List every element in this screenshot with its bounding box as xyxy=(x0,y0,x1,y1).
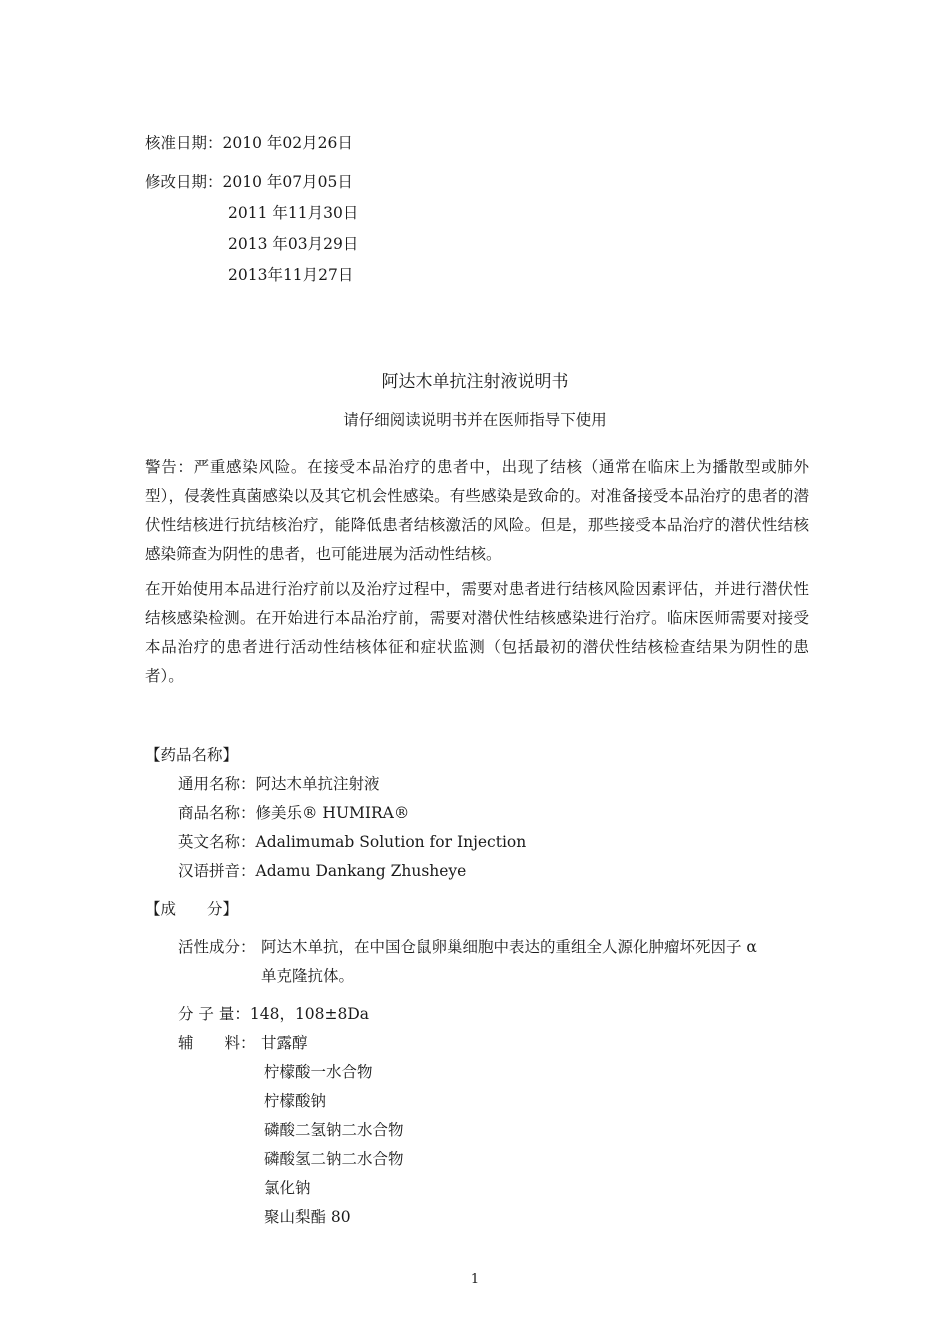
excipient-item: 柠檬酸一水合物 xyxy=(264,1063,373,1081)
excipient-item: 磷酸二氢钠二水合物 xyxy=(264,1121,404,1139)
warning-paragraph: 在开始使用本品进行治疗前以及治疗过程中，需要对患者进行结核风险因素评估，并进行潜伏性结核感染检测。在开始进行本品治疗前，需要对潜伏性结核感染进行治疗。临床医师需要对接受本品治疗的患者进行活动性结核体征和症状监测（包括最初的潜伏性结核检查结果为阴性的患者）。 xyxy=(145,580,809,685)
trade-name: 商品名称：修美乐® HUMIRA® xyxy=(178,804,410,822)
english-name: 英文名称：Adalimumab Solution for Injection xyxy=(178,833,527,851)
document-subtitle: 请仔细阅读说明书并在医师指导下使用 xyxy=(343,411,607,429)
section-heading-composition: 【成 分】 xyxy=(145,900,239,918)
revision-date-line xyxy=(145,172,353,192)
document-title: 阿达木单抗注射液说明书 xyxy=(381,372,569,392)
approval-date-line xyxy=(145,133,353,153)
approval-date-label: 核准日期： xyxy=(145,134,223,152)
active-ingredient-text: 单克隆抗体。 xyxy=(261,967,355,985)
revision-date-value: 2013 年03月29日 xyxy=(228,235,359,253)
approval-date-value: 2010 年02月26日 xyxy=(222,134,353,152)
molecular-weight: 分 子 量：148，108±8Da xyxy=(178,1005,370,1023)
pinyin-name: 汉语拼音：Adamu Dankang Zhusheye xyxy=(178,862,467,880)
generic-name: 通用名称：阿达木单抗注射液 xyxy=(178,775,380,793)
excipient-label: 辅 料： xyxy=(178,1034,256,1052)
excipient-item: 聚山梨酯 80 xyxy=(264,1208,351,1226)
excipient-item: 磷酸氢二钠二水合物 xyxy=(264,1150,404,1168)
revision-date-value: 2011 年11月30日 xyxy=(228,204,359,222)
excipient-item: 甘露醇 xyxy=(261,1034,308,1052)
revision-date-value: 2013年11月27日 xyxy=(228,266,354,284)
active-ingredient-label: 活性成分： xyxy=(178,938,256,956)
revision-date-label: 修改日期： xyxy=(145,173,223,191)
page-number: 1 xyxy=(470,1272,480,1287)
excipient-item: 氯化钠 xyxy=(264,1179,311,1197)
active-ingredient-text: 阿达木单抗，在中国仓鼠卵巢细胞中表达的重组全人源化肿瘤坏死因子 α xyxy=(261,938,757,956)
warning-paragraph: 警告：严重感染风险。在接受本品治疗的患者中，出现了结核（通常在临床上为播散型或肺外型），侵袭性真菌感染以及其它机会性感染。有些感染是致命的。对准备接受本品治疗的患者的潜伏性结核进行抗结核治疗，能降低患者结核激活的风险。但是，那些接受本品治疗的潜伏性结核感染筛查为阴性的患者，也可能进展为活动性结核。 xyxy=(145,458,809,563)
revision-date-value: 2010 年07月05日 xyxy=(222,173,353,191)
section-heading-drug-name: 【药品名称】 xyxy=(145,746,239,764)
excipient-item: 柠檬酸钠 xyxy=(264,1092,327,1110)
